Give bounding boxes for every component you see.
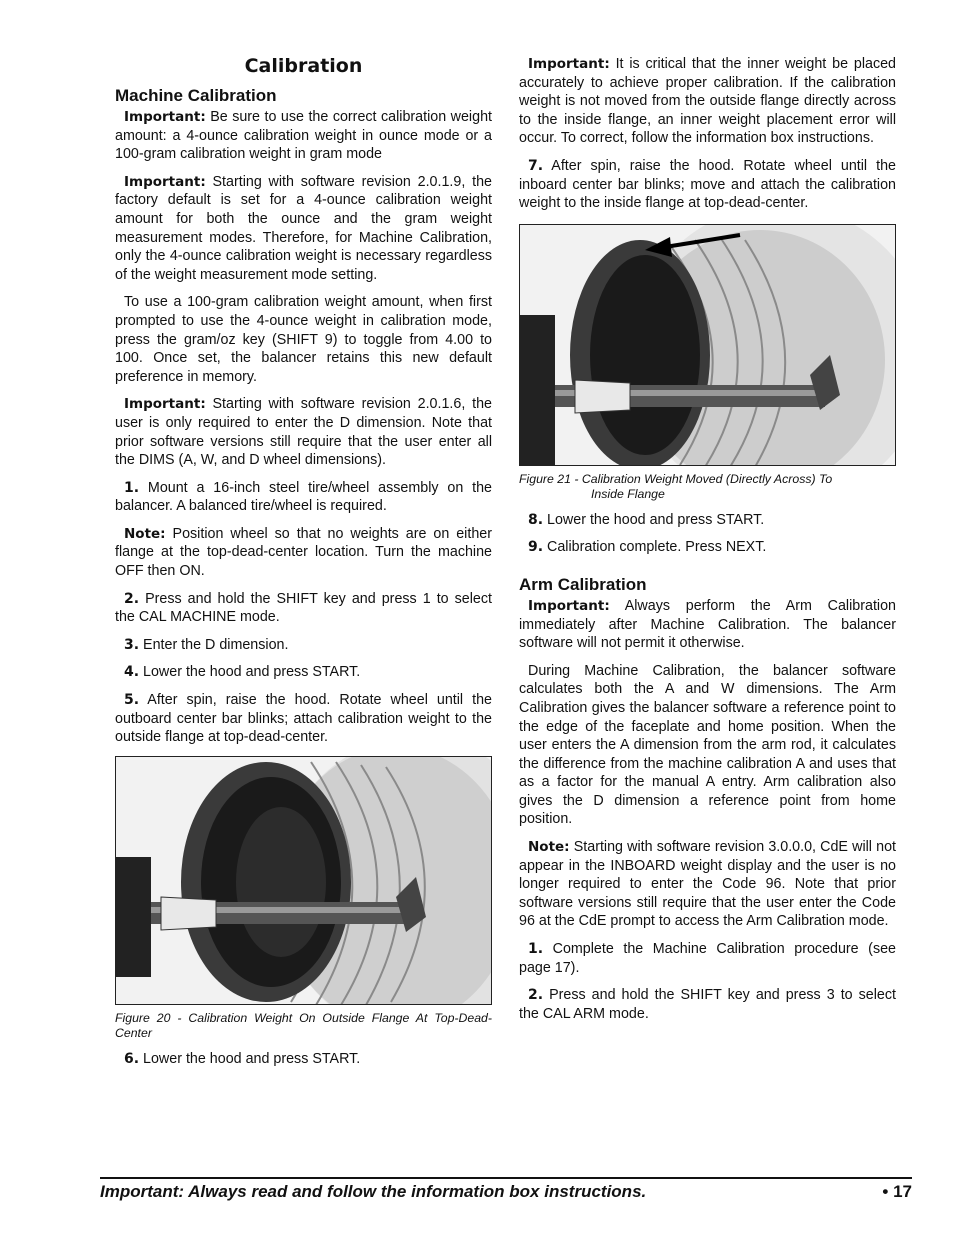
figure-21-caption xyxy=(519,472,896,503)
paragraph: During Machine Calibration, the balancer software calculates both the A and W dimensions. The Arm Calibration gives the balancer software a reference point to the edge of the faceplate and home position. When the user enters the A dimension from the arm rod, it calculates the difference from the machine calibration A and uses that as a factor for the manual A entry. Arm calibration also gives the D dimension a reference point from home position. xyxy=(519,662,896,828)
paragraph: To use a 100-gram calibration weight amount, when first prompted to use the 4-ounce weight in calibration mode, press the gram/oz key (SHIFT 9) to toggle from 4.00 to 100. Once set, the balancer retains this new default preference in memory. xyxy=(115,294,492,385)
step-text: Lower the hood and press START. xyxy=(543,511,765,528)
note xyxy=(115,525,492,581)
step xyxy=(115,636,492,655)
note-label: Note: xyxy=(124,525,166,542)
step xyxy=(519,940,896,977)
step xyxy=(115,590,492,627)
paragraph-text: Be sure to use the correct calibration weight amount: a 4-ounce calibration weight in ounce mode or a 100-gram calibration weight in gram mode xyxy=(115,109,492,163)
step-text: Press and hold the SHIFT key and press 1 to select the CAL MACHINE mode. xyxy=(115,590,492,626)
important-label: Important: xyxy=(124,396,206,413)
tire-wheel-illustration xyxy=(116,757,492,1005)
step-text: Calibration complete. Press NEXT. xyxy=(543,539,767,556)
step xyxy=(519,986,896,1023)
step-number: 7. xyxy=(528,157,544,174)
step-text: Mount a 16-inch steel tire/wheel assembly on the balancer. A balanced tire/wheel is required. xyxy=(115,479,492,515)
machine-calibration-heading: Machine Calibration xyxy=(115,86,277,105)
step-text: Complete the Machine Calibration procedure (see page 17). xyxy=(519,941,896,976)
paragraph-text: Starting with software revision 2.0.1.9, the factory default is set for a 4-ounce calibration weight amount for both the ounce and the gram weight measurement modes. Therefore, for Machine Calibration, only the 4-ounce calibration weight is necessary regardless of the weight measurement mode setting. xyxy=(115,173,492,283)
step-text: Enter the D dimension. xyxy=(139,636,289,653)
figure-21-caption-line-1: Figure 21 - Calibration Weight Moved (Directly Across) To xyxy=(519,471,833,486)
paragraph xyxy=(115,108,492,164)
step xyxy=(115,479,492,516)
step-number: 3. xyxy=(124,636,140,653)
paragraph xyxy=(115,395,492,469)
paragraph xyxy=(115,173,492,285)
important-label: Important: xyxy=(124,109,206,125)
page-number: • 17 xyxy=(882,1182,912,1201)
step-text: Lower the hood and press START. xyxy=(139,664,361,681)
step-number: 9. xyxy=(528,539,544,556)
footer-divider xyxy=(100,1177,912,1179)
footer-notice: Important: Always read and follow the information box instructions. xyxy=(100,1182,647,1201)
step xyxy=(519,511,896,530)
step xyxy=(519,538,896,557)
important-label: Important: xyxy=(528,597,610,614)
step-number: 8. xyxy=(528,511,544,528)
important-label: Important: xyxy=(124,173,206,190)
note-text: Position wheel so that no weights are on either flange at the top-dead-center location. Turn the machine OFF then ON. xyxy=(115,525,492,580)
step-text: After spin, raise the hood. Rotate wheel until the inboard center bar blinks; move and attach the calibration weight to the inside flange at top-dead-center. xyxy=(519,157,896,212)
paragraph-text: Always perform the Arm Calibration immediately after Machine Calibration. The balancer software will not permit it otherwise. xyxy=(519,597,896,652)
important-label: Important: xyxy=(528,56,610,72)
note-label: Note: xyxy=(528,839,570,856)
step-number: 2. xyxy=(528,987,544,1004)
step-number: 1. xyxy=(528,941,544,958)
figure-21-caption-line-2: Inside Flange xyxy=(591,487,665,502)
step-text: After spin, raise the hood. Rotate wheel until the outboard center bar blinks; attach calibration weight to the outside flange at top-dead-center. xyxy=(115,692,492,746)
paragraph xyxy=(519,597,896,653)
step-text: Press and hold the SHIFT key and press 3 to select the CAL ARM mode. xyxy=(519,987,896,1022)
step xyxy=(115,1050,492,1069)
step xyxy=(519,157,896,213)
footer xyxy=(100,1182,912,1202)
arm-calibration-heading: Arm Calibration xyxy=(519,574,647,594)
step-number: 5. xyxy=(124,692,140,709)
figure-20-caption: Figure 20 - Calibration Weight On Outside Flange At Top-Dead-Center xyxy=(115,1010,492,1041)
paragraph xyxy=(519,55,896,148)
step-number: 1. xyxy=(124,479,140,496)
tire-wheel-illustration xyxy=(520,225,896,466)
left-column xyxy=(115,55,492,1077)
figure-20-photo xyxy=(115,756,492,1005)
step xyxy=(115,663,492,682)
step-number: 4. xyxy=(124,664,140,681)
paragraph-text: It is critical that the inner weight be placed accurately to achieve proper calibration. If the calibration weight is not moved from the outside flange directly across to the inside flange, an inner weight placement error will occur. To correct, follow the information box instructions. xyxy=(519,56,896,147)
section-title: Calibration xyxy=(244,55,363,77)
step-number: 2. xyxy=(124,590,140,607)
note-text: Starting with software revision 3.0.0.0, CdE will not appear in the INBOARD weight display and the user is no longer required to enter the Code 96. Note that prior software versions still require that the user enter the Code 96 at the CdE prompt to access the Arm Calibration mode. xyxy=(519,839,896,930)
paragraph-text: Starting with software revision 2.0.1.6, the user is only required to enter the D dimension. Note that prior software versions still require that the user enter all the DIMS (A, W, and D wheel dimensions). xyxy=(115,396,492,469)
figure-21-photo xyxy=(519,224,896,466)
step-number: 6. xyxy=(124,1050,140,1067)
step xyxy=(115,691,492,747)
step-text: Lower the hood and press START. xyxy=(139,1050,361,1067)
right-column xyxy=(519,55,896,1032)
note xyxy=(519,838,896,931)
